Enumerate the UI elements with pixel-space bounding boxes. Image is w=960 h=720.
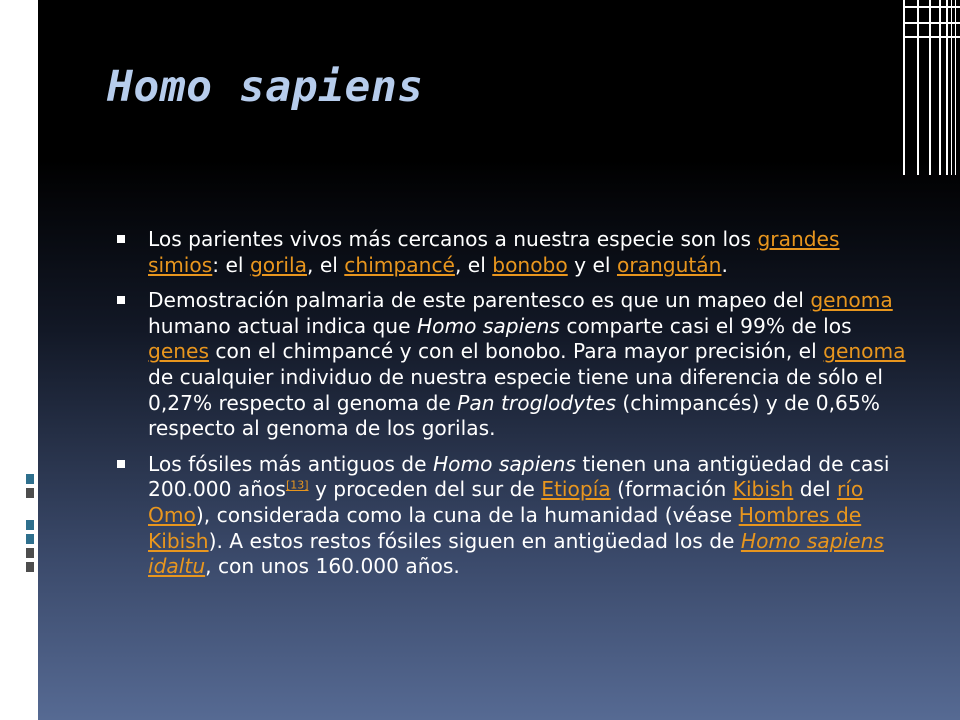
square-bullet-icon — [117, 460, 125, 468]
link-genoma[interactable]: genoma — [810, 288, 893, 313]
link-homo-sapiens-idaltu[interactable]: Homo sapiens idaltu — [148, 528, 884, 579]
link-gorila[interactable]: gorila — [249, 252, 308, 277]
bullet-item-2 — [117, 288, 907, 442]
citation-link-13[interactable]: [13] — [285, 478, 309, 492]
bullet-text: Los fósiles más antiguos de Homo sapiens tienen una antigüedad de casi 200.000 años[13] y proceden del sur de Etiopía (formación Kibish del río Omo), considerada como la cuna de la humanidad (véase Hombres de Kibish). A estos restos fósiles siguen en antigüedad los de Homo sapiens idaltu, con unos 160.000 años. — [148, 451, 890, 579]
link-bonobo[interactable]: bonobo — [492, 252, 568, 277]
square-bullet-icon — [117, 235, 125, 243]
bullet-item-1 — [117, 227, 907, 278]
link-grandes-simios[interactable]: grandes simios — [148, 227, 840, 277]
bullet-text: Los parientes vivos más cercanos a nuestra especie son los grandes simios: el gorila, el chimpancé, el bonobo y el orangután. — [148, 227, 840, 277]
link-orangutan[interactable]: orangután — [616, 252, 722, 277]
link-rio-omo[interactable]: río Omo — [148, 477, 864, 527]
bullet-text: Demostración palmaria de este parentesco es que un mapeo del genoma humano actual indica que Homo sapiens comparte casi el 99% de los genes con el chimpancé y con el bonobo. Para mayor precisión, el genoma de cualquier individuo de nuestra especie tiene una diferencia de sólo el 0,27% respecto al genoma de Pan troglodytes (chimpancés) y de 0,65% respecto al genoma de los gorilas. — [148, 288, 906, 441]
square-bullet-icon — [117, 296, 125, 304]
link-kibish[interactable]: Kibish — [732, 477, 794, 502]
link-genoma-2[interactable]: genoma — [823, 339, 906, 364]
slide-content — [117, 227, 907, 590]
link-genes[interactable]: genes — [148, 339, 209, 364]
link-etiopia[interactable]: Etiopía — [541, 477, 611, 502]
link-chimpance[interactable]: chimpancé — [344, 252, 455, 277]
left-white-bar — [0, 0, 38, 720]
bullet-item-3 — [117, 452, 907, 580]
link-hombres-de-kibish[interactable]: Hombres de Kibish — [148, 502, 862, 553]
slide-title: Homo sapiens — [107, 62, 424, 112]
